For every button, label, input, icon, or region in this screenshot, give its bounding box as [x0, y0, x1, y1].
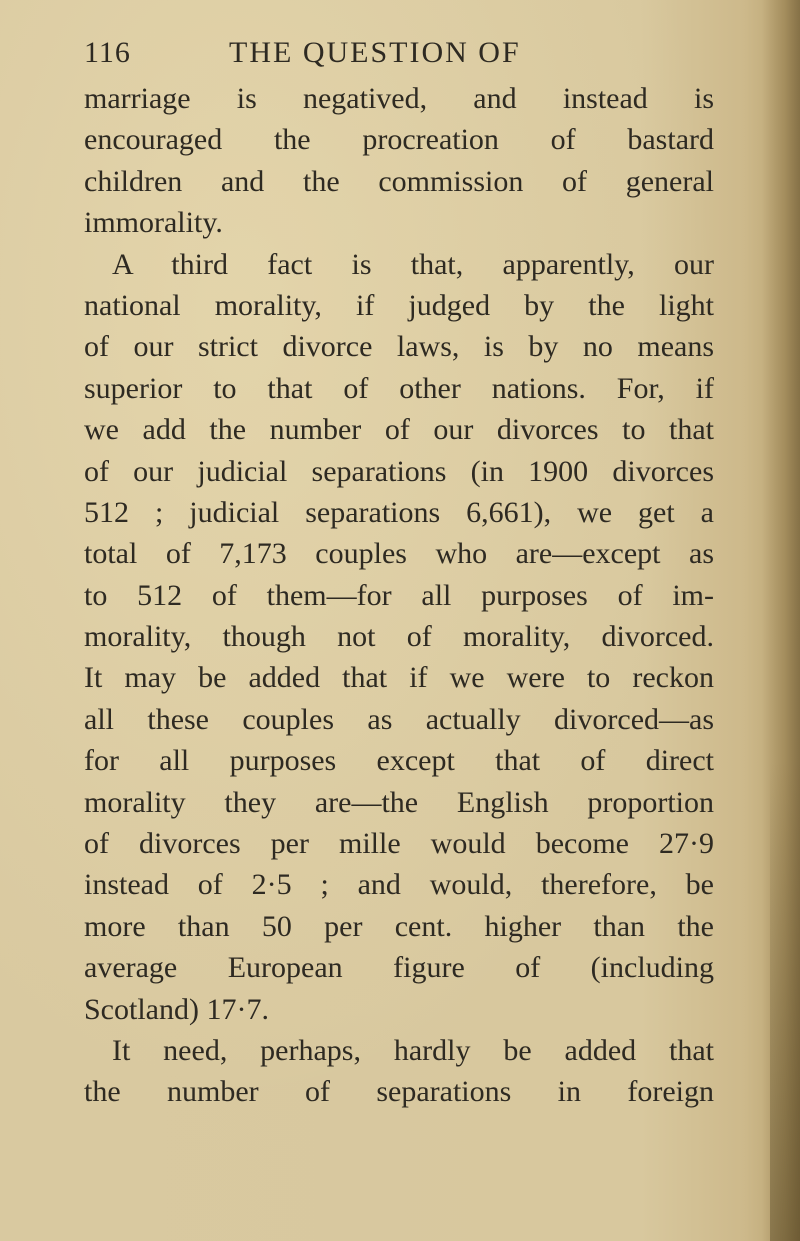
text-line: encouraged the procreation of bastard — [84, 123, 714, 157]
text-line: of our judicial separations (in 1900 divorces — [84, 454, 714, 488]
body-text — [84, 78, 714, 1113]
text-line: the number of separations in foreign — [84, 1075, 714, 1109]
page-header — [84, 36, 724, 82]
text-line: marriage is negatived, and instead is — [84, 82, 714, 115]
page-edge-stain — [770, 760, 800, 1241]
running-head: THE QUESTION OF — [229, 36, 521, 69]
text-line: more than 50 per cent. higher than the — [84, 909, 714, 943]
paragraph-start-line: It need, perhaps, hardly be added that — [112, 1033, 714, 1067]
text-line: It may be added that if we were to reckon — [84, 661, 714, 695]
text-line: for all purposes except that of direct — [84, 744, 714, 778]
text-line: to 512 of them—for all purposes of im- — [84, 578, 714, 612]
text-line: we add the number of our divorces to that — [84, 413, 714, 447]
text-line: of divorces per mille would become 27·9 — [84, 827, 714, 861]
text-line: total of 7,173 couples who are—except as — [84, 537, 714, 571]
text-line: instead of 2·5 ; and would, therefore, be — [84, 868, 714, 902]
text-line: superior to that of other nations. For, if — [84, 371, 714, 405]
text-line: national morality, if judged by the light — [84, 288, 714, 322]
text-line: average European figure of (including — [84, 951, 714, 985]
text-line: Scotland) 17·7. — [84, 992, 269, 1026]
text-line: morality, though not of morality, divorced. — [84, 620, 714, 654]
text-line: children and the commission of general — [84, 164, 714, 198]
text-line: all these couples as actually divorced—as — [84, 702, 714, 736]
text-line: of our strict divorce laws, is by no means — [84, 330, 714, 364]
text-line: immorality. — [84, 206, 223, 240]
text-line: 512 ; judicial separations 6,661), we get a — [84, 495, 714, 529]
page-number: 116 — [84, 36, 131, 69]
paragraph-start-line: A third fact is that, apparently, our — [112, 247, 714, 281]
text-line: morality they are—the English proportion — [84, 785, 714, 819]
